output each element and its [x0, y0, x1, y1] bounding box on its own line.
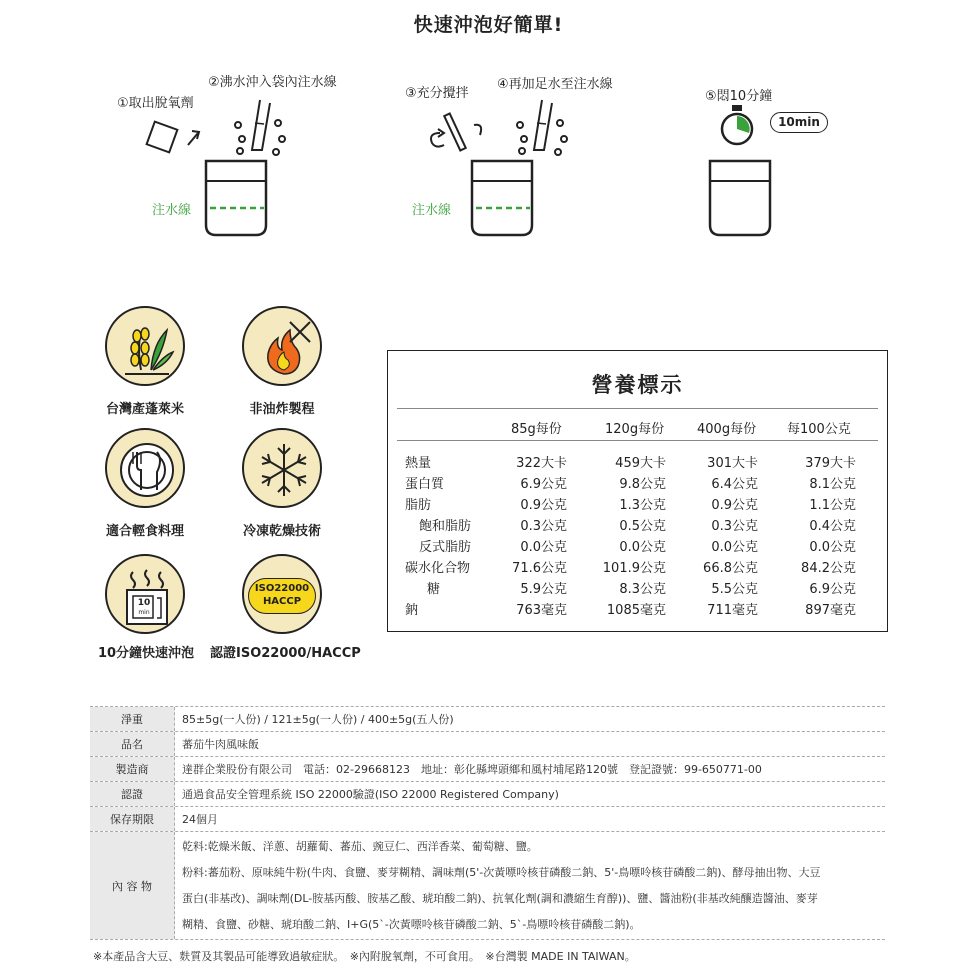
spec-row-product-name	[90, 732, 885, 757]
nutrition-row	[405, 599, 875, 620]
nutrition-cell: 0.0公克	[809, 540, 856, 555]
nutrition-row	[405, 452, 875, 473]
footnote: ※本產品含大豆、麩質及其製品可能導致過敏症狀。 ※內附脫氧劑，不可食用。 ※台灣製 MADE IN TAIWAN。	[93, 950, 636, 963]
nutrition-cell: 101.9公克	[602, 561, 666, 576]
nutrition-cell: 322大卡	[516, 456, 567, 471]
spec-row-shelf-life	[90, 807, 885, 832]
spec-row-manufacturer	[90, 757, 885, 782]
nutrition-row	[405, 473, 875, 494]
nutrition-cell: 0.3公克	[711, 519, 758, 534]
nutrition-cell: 897毫克	[805, 603, 856, 618]
nutrition-cell: 459大卡	[615, 456, 666, 471]
nutrition-cell: 711毫克	[707, 603, 758, 618]
contents-line: 糊精、食鹽、砂糖、琥珀酸二鈉、I+G(5`-次黃嘌呤核苷磷酸二鈉、5`-鳥嘌呤核苷磷酸二鈉)。	[182, 917, 641, 931]
nutrition-header-100g: 每100公克	[787, 422, 851, 437]
nutrition-title: 營養標示	[591, 373, 684, 397]
spec-key: 內 容 物	[90, 832, 175, 939]
nutrition-row-name: 飽和脂肪	[419, 519, 472, 534]
step-3-4-illustration	[420, 95, 580, 245]
nutrition-row-name: 熱量	[405, 456, 432, 471]
cup-icon	[206, 161, 266, 235]
nutrition-cell: 8.1公克	[809, 477, 856, 492]
nutrition-cell: 0.4公克	[809, 519, 856, 534]
timer-badge: 10min	[770, 112, 828, 133]
nutrition-header-120g: 120g每份	[605, 422, 665, 437]
step-2-label: ②沸水沖入袋內注水線	[208, 75, 337, 90]
nutrition-row	[405, 557, 875, 578]
quick-brew-icon	[105, 554, 185, 634]
contents-line: 蛋白(非基改)、調味劑(DL-胺基丙酸、胺基乙酸、琥珀酸二鈉)、抗氧化劑(調和濃縮生育醇))、鹽、醬油粉(非基改純釀造醬油、麥芽	[182, 891, 818, 905]
nutrition-cell: 379大卡	[805, 456, 856, 471]
nutrition-row	[405, 494, 875, 515]
nutrition-row	[405, 536, 875, 557]
nutrition-cell: 0.0公克	[619, 540, 666, 555]
nutrition-cell: 0.3公克	[520, 519, 567, 534]
nutrition-row-name: 鈉	[405, 603, 419, 618]
iso-badge-line1: ISO22000	[254, 583, 310, 594]
nutrition-cell: 1.1公克	[809, 498, 856, 513]
timer-icon	[722, 105, 752, 144]
snowflake-icon	[242, 428, 322, 508]
spec-row-net-weight	[90, 707, 885, 732]
feature-label-freeze-dry: 冷凍乾燥技術	[242, 524, 321, 539]
spec-row-certification	[90, 782, 885, 807]
water-pour-icon	[235, 100, 285, 155]
nutrition-divider-top	[397, 408, 878, 409]
contents-line: 乾料:乾燥米飯、洋蔥、胡蘿蔔、蕃茄、豌豆仁、西洋香菜、葡萄糖、鹽。	[182, 840, 538, 854]
spec-key: 認證	[90, 782, 175, 806]
oxygen-absorber-icon	[147, 122, 199, 153]
water-pour-icon-2	[517, 100, 567, 155]
spec-key: 製造商	[90, 757, 175, 781]
nutrition-row	[405, 578, 875, 599]
nutrition-cell: 301大卡	[707, 456, 758, 471]
nutrition-cell: 0.9公克	[711, 498, 758, 513]
quick-brew-badge-number: 10	[137, 598, 151, 608]
nutrition-row-name: 糖	[427, 582, 441, 597]
cup-icon-2	[472, 161, 532, 235]
nutrition-header-400g: 400g每份	[697, 422, 757, 437]
step-4-label: ④再加足水至注水線	[497, 77, 613, 92]
nutrition-cell: 5.5公克	[711, 582, 758, 597]
step-1-label: ①取出脫氧劑	[117, 96, 194, 111]
nutrition-cell: 0.9公克	[520, 498, 567, 513]
nutrition-cell: 71.6公克	[512, 561, 567, 576]
feature-label-no-fry: 非油炸製程	[249, 402, 315, 417]
nutrition-cell: 5.9公克	[520, 582, 567, 597]
spec-key: 淨重	[90, 707, 175, 731]
iso-badge-icon	[242, 554, 322, 634]
nutrition-cell: 763毫克	[516, 603, 567, 618]
spec-value: 24個月	[182, 813, 218, 826]
feature-label-dining: 適合輕食料理	[105, 524, 184, 539]
quick-brew-badge-unit: min	[138, 609, 150, 616]
spec-value: 蕃茄牛肉風味飯	[182, 738, 259, 751]
nutrition-row	[405, 515, 875, 536]
nutrition-cell: 0.0公克	[520, 540, 567, 555]
spec-value: 85±5g(一人份) / 121±5g(一人份) / 400±5g(五人份)	[182, 713, 454, 726]
nutrition-cell: 0.0公克	[711, 540, 758, 555]
nutrition-cell: 9.8公克	[619, 477, 666, 492]
iso-badge-line2: HACCP	[262, 596, 302, 607]
feature-label-iso: 認證ISO22000/HACCP	[210, 646, 361, 661]
cup-icon-3	[710, 161, 770, 235]
contents-line: 粉料:蕃茄粉、原味純牛粉(牛肉、食鹽、麥芽糊精、調味劑(5'-次黃嘌呤核苷磷酸二鈉、5'-鳥嘌呤核苷磷酸二鈉)、酵母抽出物、大豆	[182, 866, 821, 880]
spec-row-contents	[90, 832, 885, 940]
spec-key: 品名	[90, 732, 175, 756]
nutrition-divider-header	[397, 440, 878, 441]
no-fry-icon	[242, 306, 322, 386]
nutrition-header-85g: 85g每份	[511, 422, 562, 437]
spec-value: 通過食品安全管理系統 ISO 22000驗證(ISO 22000 Registered Company)	[182, 788, 559, 801]
step-1-2-illustration	[140, 95, 300, 245]
feature-label-rice: 台灣產蓬萊米	[105, 402, 184, 417]
nutrition-cell: 66.8公克	[703, 561, 758, 576]
nutrition-cell: 0.5公克	[619, 519, 666, 534]
page-title: 快速沖泡好簡單!	[413, 14, 564, 36]
nutrition-cell: 84.2公克	[801, 561, 856, 576]
spec-table	[90, 706, 885, 940]
step-3-label: ③充分攪拌	[405, 86, 469, 101]
nutrition-row-name: 脂肪	[405, 498, 432, 513]
dining-icon	[105, 428, 185, 508]
nutrition-row-name: 蛋白質	[405, 477, 445, 492]
spec-key: 保存期限	[90, 807, 175, 831]
stir-icon	[431, 114, 481, 151]
nutrition-cell: 6.9公克	[809, 582, 856, 597]
nutrition-row-name: 反式脂肪	[419, 540, 472, 555]
spec-value-contents	[175, 832, 885, 939]
step-5-label: ⑤悶10分鐘	[705, 89, 773, 104]
spec-value: 達群企業股份有限公司 電話：02-29668123 地址：彰化縣埤頭鄉和風村埔尾路120號 登記證號：99-650771-00	[182, 763, 762, 776]
nutrition-cell: 1085毫克	[606, 603, 666, 618]
nutrition-row-name: 碳水化合物	[405, 561, 471, 576]
water-line-label-1: 注水線	[152, 203, 192, 218]
nutrition-cell: 6.9公克	[520, 477, 567, 492]
feature-label-quick-brew: 10分鐘快速沖泡	[97, 646, 195, 661]
nutrition-cell: 8.3公克	[619, 582, 666, 597]
rice-icon	[105, 306, 185, 386]
water-line-label-2: 注水線	[412, 203, 452, 218]
nutrition-cell: 1.3公克	[619, 498, 666, 513]
nutrition-cell: 6.4公克	[711, 477, 758, 492]
